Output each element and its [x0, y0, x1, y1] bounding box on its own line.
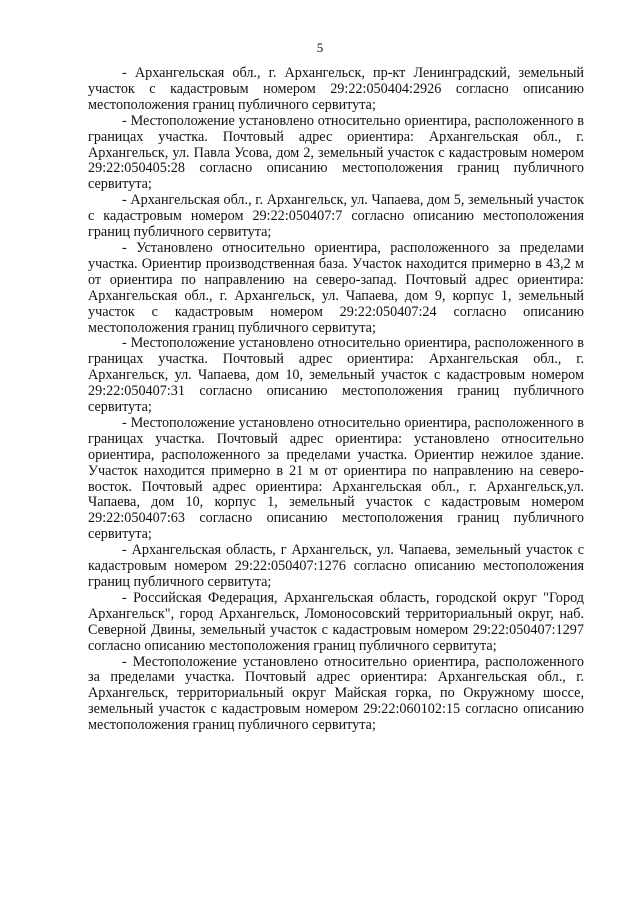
paragraph-7: - Архангельская область, г Архангельск, ул. Чапаева, земельный участок с кадастровым номером 29:22:050407:1276 согласно описанию местоположения границ публичного сервитута; [88, 542, 584, 590]
paragraph-8: - Российская Федерация, Архангельская область, городской округ "Город Архангельск", город Архангельск, Ломоносовский территориальный округ, наб. Северной Двины, земельный участок с кадастровым номером 29:22:050407:1297 согласно описанию местоположения границ публичного сервитута; [88, 589, 584, 654]
page-number: 5 [316, 40, 324, 55]
paragraph-6: - Местоположение установлено относительно ориентира, расположенного в границах участка. Почтовый адрес ориентира: установлено относительно ориентира, расположенного за пределами участка. Ориентир нежилое здание. Участок находится примерно в 21 м от ориентира по направлению на северо-восток. Почтовый адрес ориентира: Архангельская обл., г. Архангельск,ул. Чапаева, дом 10, корпус 1, земельный участок с кадастровым номером 29:22:050407:63 согласно описанию местоположения границ публичного сервитута; [88, 414, 584, 543]
paragraph-2: - Местоположение установлено относительно ориентира, расположенного в границах участка. Почтовый адрес ориентира: Архангельская обл., г. Архангельск, ул. Павла Усова, дом 2, земельный участок с кадастровым номером 29:22:050405:28 согласно описанию местоположения границ публичного сервитута; [88, 112, 584, 193]
document-body [88, 66, 584, 734]
paragraph-3: - Архангельская обл., г. Архангельск, ул. Чапаева, дом 5, земельный участок с кадастровым номером 29:22:050407:7 согласно описанию местоположения границ публичного сервитута; [88, 192, 584, 241]
paragraph-4: - Установлено относительно ориентира, расположенного за пределами участка. Ориентир производственная база. Участок находится примерно в 43,2 м от ориентира по направлению на северо-запад. Почтовый адрес ориентира: Архангельская обл., г. Архангельск, ул. Чапаева, дом 9, корпус 1, земельный участок с кадастровым номером 29:22:050407:24 согласно описанию местоположения границ публичного сервитута; [88, 239, 584, 336]
paragraph-9: - Местоположение установлено относительно ориентира, расположенного за пределами участка. Почтовый адрес ориентира: Архангельская обл., г. Архангельск, территориальный округ Майская горка, по Окружному шоссе, земельный участок с кадастровым номером 29:22:060102:15 согласно описанию местоположения границ публичного сервитута; [88, 653, 584, 734]
paragraph-5: - Местоположение установлено относительно ориентира, расположенного в границах участка. Почтовый адрес ориентира: Архангельская обл., г. Архангельск, ул. Чапаева, дом 10, земельный участок с кадастровым номером 29:22:050407:31 согласно описанию местоположения границ публичного сервитута; [88, 335, 584, 416]
paragraph-1: - Архангельская обл., г. Архангельск, пр-кт Ленинградский, земельный участок с кадастровым номером 29:22:050404:2926 согласно описанию местоположения границ публичного сервитута; [88, 65, 584, 113]
